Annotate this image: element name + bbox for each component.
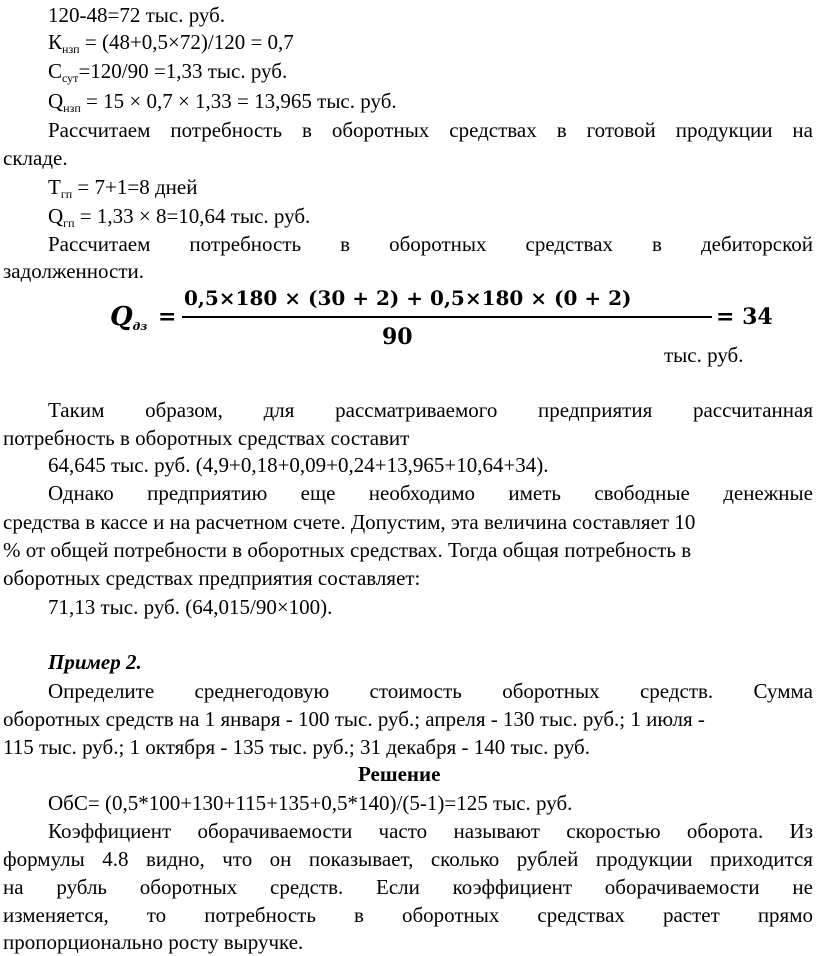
- formula-q-nzp: $Q_{нзп} = 15 \times 0,7 \times 1,33 = 13,965$ тыс. руб.: [48, 89, 397, 115]
- paragraph-line: Рассчитаем потребность в оборотных средствах в готовой продукции на: [48, 118, 813, 142]
- paragraph-line: Определите среднегодовую стоимость оборотных средств. Сумма: [48, 679, 813, 703]
- text-line: 71,13 тыс. руб. (64,015/90×100).: [48, 595, 333, 619]
- text-line: 120-48=72 тыс. руб.: [48, 3, 226, 27]
- paragraph-line: изменяется, то потребность в оборотных средствах растет прямо: [3, 903, 813, 927]
- paragraph-line: Однако предприятию еще необходимо иметь свободные денежные: [48, 481, 813, 505]
- fraction-bar: [182, 316, 712, 318]
- text-line: 115 тыс. руб.; 1 октября - 135 тыс. руб.; 31 декабря - 140 тыс. руб.: [3, 735, 590, 759]
- text-line: складе.: [3, 146, 68, 170]
- formula-q-symbol: $Q_{дз}$: [110, 302, 148, 333]
- formula-t-gp: $Т_{гп} = 7+1=8$ дней: [48, 175, 198, 201]
- text-line: задолженности.: [3, 259, 145, 283]
- text-line: потребность в оборотных средствах составит: [3, 426, 410, 450]
- paragraph-line: Таким образом, для рассматриваемого предприятия рассчитанная: [48, 398, 813, 422]
- paragraph-line: Рассчитаем потребность в оборотных средствах в дебиторской: [48, 232, 813, 256]
- paragraph-line: на рубль оборотных средств. Если коэффициент оборачиваемости не: [3, 875, 813, 899]
- text-line: оборотных средств на 1 января - 100 тыс. руб.; апреля - 130 тыс. руб.; 1 июля -: [3, 707, 705, 731]
- paragraph-line: формулы 4.8 видно, что он показывает, сколько рублей продукции приходится: [3, 847, 813, 871]
- text-line: ОбС= (0,5*100+130+115+135+0,5*140)/(5-1)=125 тыс. руб.: [48, 791, 573, 815]
- solution-heading: Решение: [358, 762, 441, 786]
- formula-numerator: 0,5×180 × (30 + 2) + 0,5×180 × (0 + 2): [184, 286, 632, 310]
- paragraph-line: Коэффициент оборачиваемости часто называют скоростью оборота. Из: [48, 819, 813, 843]
- formula-denominator: 90: [382, 324, 413, 350]
- formula-unit: тыс. руб.: [664, 343, 744, 367]
- text-line: оборотных средствах предприятия составляет:: [3, 566, 421, 590]
- formula-c-sut: $С_{сут}=120/90 =1,33$ тыс. руб.: [48, 59, 288, 85]
- formula-q-gp: $Q_{гп} = 1,33 \times 8=10,64$ тыс. руб.: [48, 204, 311, 230]
- formula-equals: =: [158, 304, 177, 330]
- example-heading: Пример 2.: [48, 650, 142, 674]
- text-line: % от общей потребности в оборотных средствах. Тогда общая потребность в: [3, 538, 692, 562]
- text-line: средства в кассе и на расчетном счете. Допустим, эта величина составляет 10: [3, 510, 696, 534]
- formula-k-nzp: $К_{нзп} = (48+0,5\times 72)/120 = 0,7$: [48, 30, 294, 56]
- text-line: 64,645 тыс. руб. (4,9+0,18+0,09+0,24+13,965+10,64+34).: [48, 453, 549, 477]
- formula-result: = 34: [716, 304, 773, 330]
- text-line: пропорционально росту выручке.: [3, 930, 304, 954]
